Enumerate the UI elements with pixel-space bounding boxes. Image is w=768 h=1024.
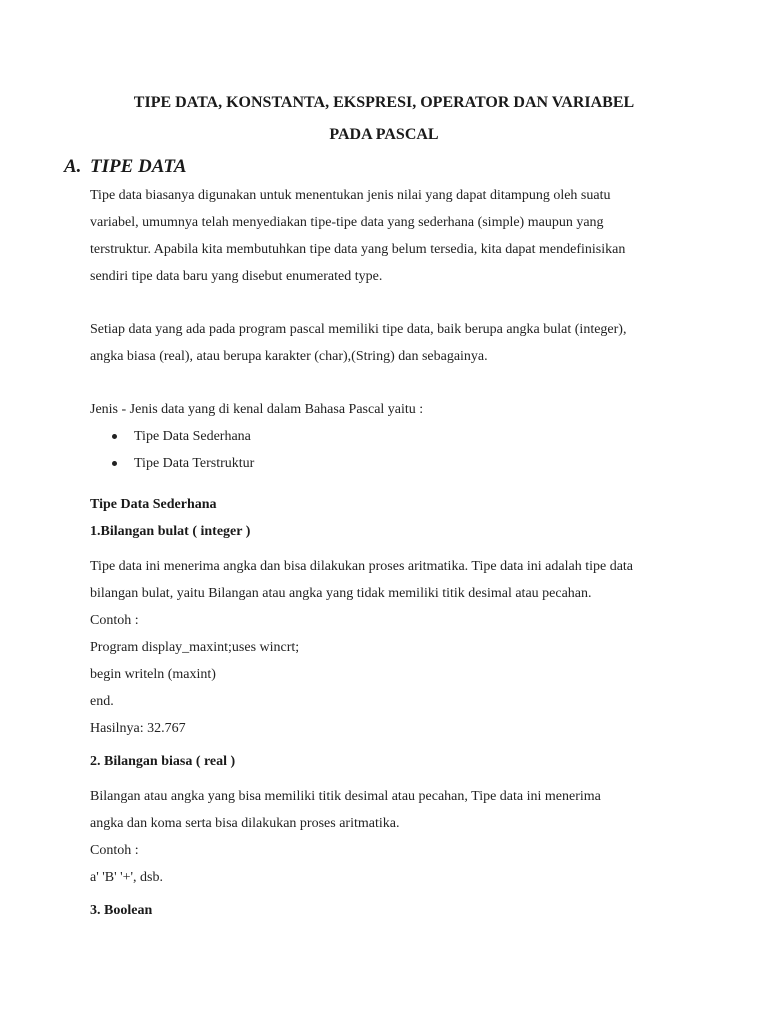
section-a-content — [90, 182, 690, 924]
paragraph-line: variabel, umumnya telah menyediakan tipe-tipe data yang sederhana (simple) maupun yang — [90, 215, 604, 230]
bullet-icon — [112, 461, 117, 466]
list-item — [90, 450, 690, 477]
paragraph-line: angka dan koma serta bisa dilakukan proses aritmatika. — [90, 816, 400, 831]
section-title: TIPE DATA — [90, 156, 187, 177]
paragraph-line: Setiap data yang ada pada program pascal memiliki tipe data, baik berupa angka bulat (integer), — [90, 322, 627, 337]
document-title-line-2: PADA PASCAL — [329, 126, 439, 143]
result-line: Hasilnya: 32.767 — [90, 721, 186, 736]
integer-body — [90, 553, 690, 742]
paragraph-line: Tipe data biasanya digunakan untuk menentukan jenis nilai yang dapat ditampung oleh suatu — [90, 188, 611, 203]
boolean-heading: 3. Boolean — [90, 903, 153, 918]
example-line: a' 'B' '+', dsb. — [90, 870, 164, 885]
list-item-label: Tipe Data Terstruktur — [134, 456, 255, 471]
contoh-label: Contoh : — [90, 843, 139, 858]
section-a-heading — [64, 156, 187, 178]
paragraph-line: sendiri tipe data baru yang disebut enumerated type. — [90, 269, 383, 284]
jenis-data-list — [90, 423, 690, 477]
real-heading: 2. Bilangan biasa ( real ) — [90, 754, 236, 769]
paragraph-line: bilangan bulat, yaitu Bilangan atau angka yang tidak memiliki titik desimal atau pecahan. — [90, 586, 592, 601]
paragraph-setiap-data — [90, 316, 690, 370]
code-line: Program display_maxint;uses wincrt; — [90, 640, 300, 655]
paragraph-line: terstruktur. Apabila kita membutuhkan tipe data yang belum tersedia, kita dapat mendefinisikan — [90, 242, 626, 257]
list-item — [90, 423, 690, 450]
bullet-icon — [112, 434, 117, 439]
real-body — [90, 783, 690, 891]
paragraph-line: Tipe data ini menerima angka dan bisa dilakukan proses aritmatika. Tipe data ini adalah tipe data — [90, 559, 634, 574]
document-title-line-1: TIPE DATA, KONSTANTA, EKSPRESI, OPERATOR DAN VARIABEL — [133, 94, 635, 111]
code-line: end. — [90, 694, 114, 709]
paragraph-intro — [90, 182, 690, 290]
subheading-tipe-data-sederhana: Tipe Data Sederhana — [90, 497, 217, 512]
integer-heading: 1.Bilangan bulat ( integer ) — [90, 524, 251, 539]
contoh-label: Contoh : — [90, 613, 139, 628]
paragraph-line: angka biasa (real), atau berupa karakter (char),(String) dan sebagainya. — [90, 349, 488, 364]
section-letter: A. — [64, 156, 82, 177]
paragraph-line: Bilangan atau angka yang bisa memiliki titik desimal atau pecahan, Tipe data ini menerima — [90, 789, 601, 804]
list-item-label: Tipe Data Sederhana — [134, 429, 251, 444]
jenis-data-intro: Jenis - Jenis data yang di kenal dalam Bahasa Pascal yaitu : — [90, 402, 424, 417]
code-line: begin writeln (maxint) — [90, 667, 216, 682]
